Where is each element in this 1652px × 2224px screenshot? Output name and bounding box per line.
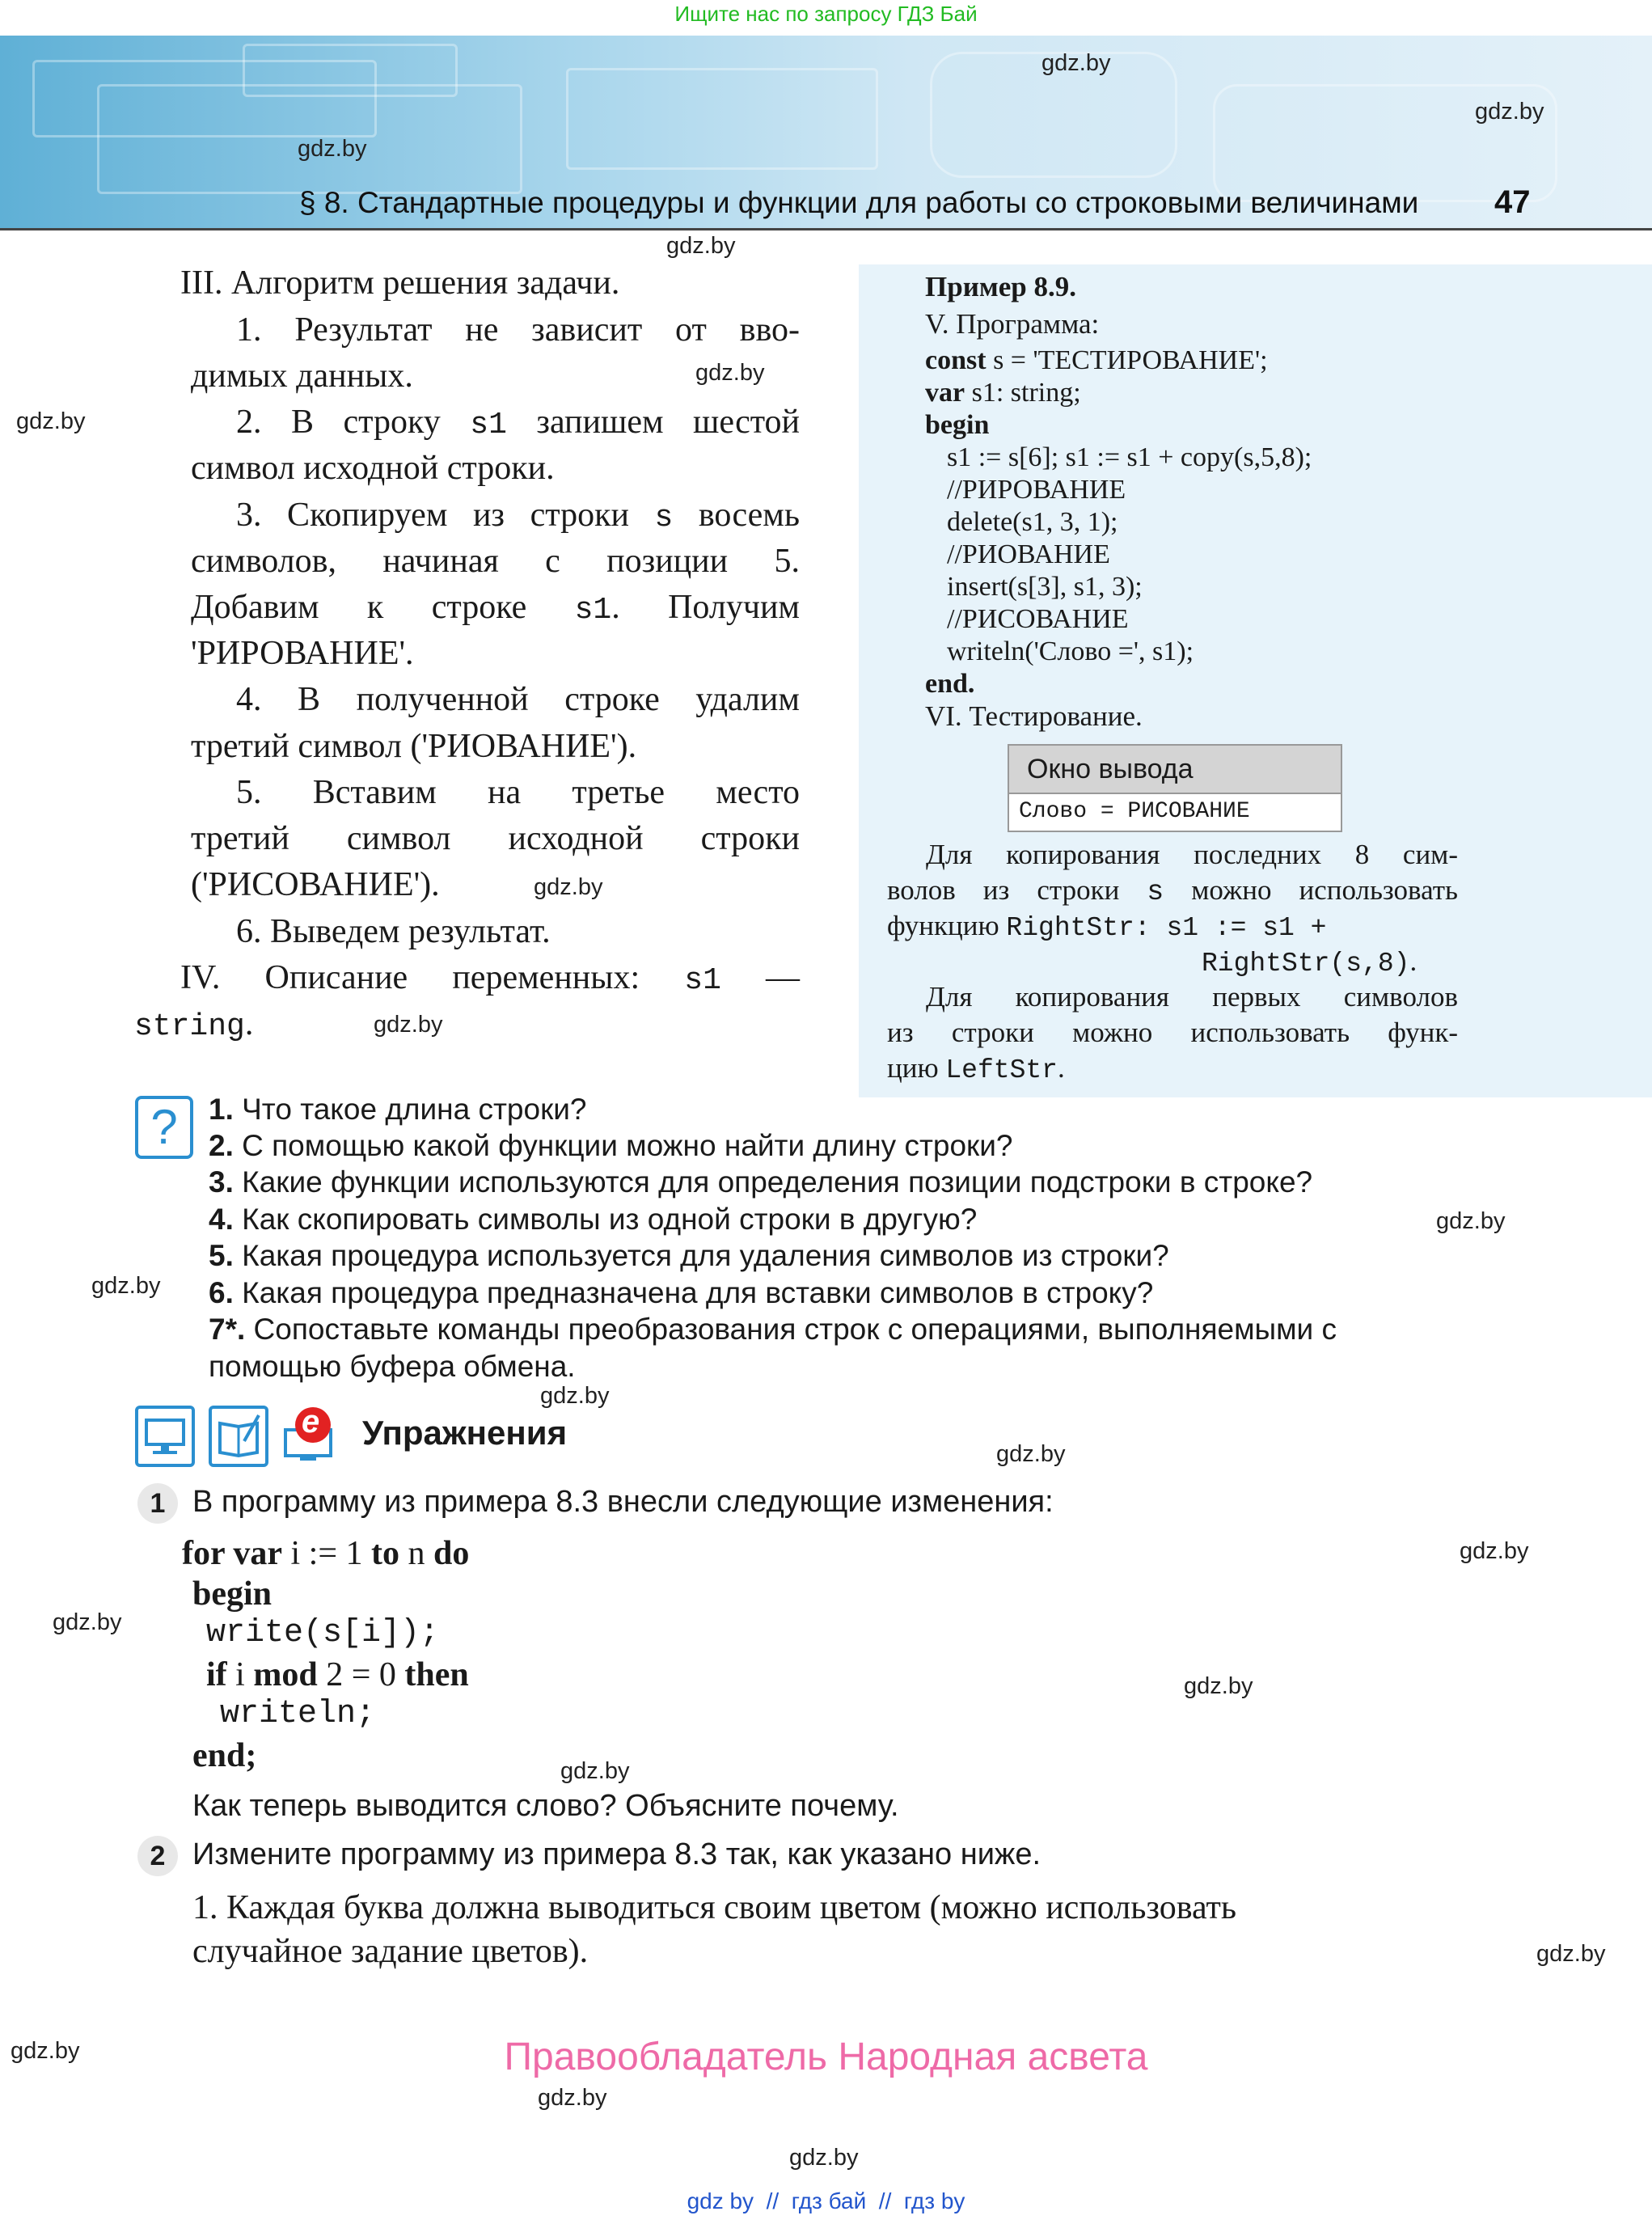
- exercise-1-text: В программу из примера 8.3 внесли следующие изменения:: [192, 1485, 1054, 1519]
- code-comment: //РИОВАНИЕ: [947, 539, 1110, 569]
- output-window-title: Окно вывода: [1009, 746, 1341, 794]
- note-leftstr: Для копирования первых символов: [926, 981, 1458, 1013]
- question-item: 2. С помощью какой функции можно найти длину строки?: [209, 1129, 1013, 1162]
- example-title: Пример 8.9.: [925, 271, 1076, 302]
- watermark: gdz.by: [1536, 1941, 1606, 1967]
- note-rightstr-code: RightStr(s,8).: [1202, 945, 1418, 979]
- exercise-2-text: Измените программу из примера 8.3 так, как указано ниже.: [192, 1837, 1041, 1871]
- code-line: delete(s1, 3, 1);: [947, 507, 1118, 537]
- exercise-code-line: end;: [192, 1737, 257, 1774]
- note-rightstr-cont: волов из строки s можно использовать: [887, 874, 1458, 908]
- watermark: gdz.by: [666, 233, 736, 259]
- exercise-2-item-1: 1. Каждая буква должна выводиться своим цветом (можно использовать: [192, 1889, 1237, 1926]
- watermark: gdz.by: [538, 2085, 607, 2111]
- watermark: gdz.by: [374, 1012, 443, 1038]
- watermark: gdz.by: [560, 1758, 630, 1784]
- question-item: 6. Какая процедура предназначена для вставки символов в строку?: [209, 1276, 1154, 1309]
- code-line-end: end.: [925, 669, 975, 699]
- variables-description: IV. Описание переменных: s1 —: [180, 959, 800, 998]
- watermark: gdz.by: [91, 1273, 161, 1299]
- question-icon: ?: [135, 1096, 193, 1159]
- question-item: 4. Как скопировать символы из одной строки в другую?: [209, 1203, 978, 1236]
- step-2-cont: символ исходной строки.: [191, 450, 555, 487]
- note-leftstr-cont: из строки можно использовать функ-: [887, 1017, 1458, 1048]
- running-head: § 8. Стандартные процедуры и функции для работы со строковыми величинами: [299, 186, 1419, 219]
- exercises-heading: Упражнения: [362, 1414, 568, 1452]
- note-leftstr-cont2: цию LeftStr.: [887, 1052, 1065, 1085]
- step-5: 5. Вставим на третье место: [236, 774, 800, 811]
- exercise-code-line: begin: [192, 1575, 273, 1613]
- exercise-code-line: writeln;: [220, 1696, 376, 1732]
- question-item-cont: помощью буфера обмена.: [209, 1350, 576, 1383]
- step-5-result: ('РИСОВАНИЕ').: [191, 866, 440, 903]
- program-label: V. Программа:: [925, 308, 1100, 340]
- watermark: gdz.by: [1475, 99, 1544, 125]
- exercise-code-line: write(s[i]);: [206, 1615, 440, 1651]
- step-3-cont: символов, начиная с позиции 5.: [191, 543, 800, 580]
- code-line-begin: begin: [925, 410, 990, 440]
- exercise-1-question: Как теперь выводится слово? Объясните почему.: [192, 1789, 899, 1823]
- e-resource-icon: e: [282, 1406, 336, 1461]
- note-rightstr: Для копирования последних 8 сим-: [926, 839, 1458, 870]
- exercise-code-line: for var i := 1 to n do: [182, 1535, 470, 1572]
- exercise-code-line: if i mod 2 = 0 then: [206, 1656, 469, 1693]
- watermark: gdz.by: [540, 1383, 610, 1409]
- output-window-text: Слово = РИСОВАНИЕ: [1019, 799, 1250, 824]
- header-rule: [0, 228, 1652, 230]
- note-rightstr-cont2: функцию RightStr: s1 := s1 +: [887, 910, 1327, 943]
- code-line: writeln('Слово =', s1);: [947, 636, 1194, 666]
- code-line-const: const s = 'ТЕСТИРОВАНИЕ';: [925, 345, 1268, 375]
- question-item: 1. Что такое длина строки?: [209, 1093, 587, 1126]
- footer-links[interactable]: gdz by // гдз бай // гдз by: [687, 2188, 965, 2213]
- notebook-icon: [209, 1406, 268, 1467]
- watermark: gdz.by: [996, 1441, 1066, 1467]
- watermark: gdz.by: [695, 360, 765, 386]
- step-1-cont: димых данных.: [191, 357, 413, 395]
- algorithm-heading: III. Алгоритм решения задачи.: [180, 264, 620, 302]
- step-2: 2. В строку s1 запишем шестой: [236, 404, 800, 442]
- step-4: 4. В полученной строке удалим: [236, 681, 800, 718]
- testing-label: VI. Тестирование.: [925, 700, 1143, 732]
- step-4-cont: третий символ ('РИОВАНИЕ').: [191, 728, 637, 765]
- watermark: gdz.by: [789, 2145, 859, 2171]
- exercise-number: 1: [137, 1483, 178, 1524]
- watermark: gdz.by: [534, 874, 603, 900]
- code-line: s1 := s[6]; s1 := s1 + copy(s,5,8);: [947, 442, 1312, 472]
- step-5-cont: третий символ исходной строки: [191, 820, 800, 857]
- variables-description-cont: string.: [134, 1005, 254, 1044]
- watermark: gdz.by: [1460, 1538, 1529, 1564]
- question-item: 5. Какая процедура используется для удаления символов из строки?: [209, 1239, 1169, 1272]
- step-3: 3. Скопируем из строки s восемь: [236, 497, 800, 535]
- code-line-var: var s1: string;: [925, 378, 1081, 408]
- question-item: 3. Какие функции используются для определения позиции подстроки в строке?: [209, 1165, 1313, 1199]
- output-window: [1008, 744, 1342, 832]
- watermark: gdz.by: [1184, 1673, 1253, 1699]
- step-6: 6. Выведем результат.: [236, 913, 551, 950]
- code-comment: //РИСОВАНИЕ: [947, 604, 1129, 634]
- page-number: 47: [1494, 184, 1531, 220]
- exercise-number: 2: [137, 1836, 178, 1876]
- watermark: gdz.by: [1041, 50, 1111, 76]
- watermark: gdz.by: [16, 408, 86, 434]
- watermark: gdz.by: [53, 1609, 122, 1635]
- code-line: insert(s[3], s1, 3);: [947, 572, 1143, 602]
- step-3-cont2: Добавим к строке s1. Получим: [191, 589, 800, 628]
- step-3-result: 'РИРОВАНИЕ'.: [191, 635, 414, 672]
- code-comment: //РИРОВАНИЕ: [947, 475, 1126, 505]
- top-search-link[interactable]: Ищите нас по запросу ГДЗ Бай: [674, 2, 978, 26]
- exercise-2-item-1-cont: случайное задание цветов).: [192, 1933, 589, 1970]
- copyright-holder: Правообладатель Народная асвета: [504, 2036, 1148, 2078]
- watermark: gdz.by: [298, 136, 367, 162]
- question-item: 7*. Сопоставьте команды преобразования строк с операциями, выполняемыми с: [209, 1313, 1337, 1346]
- computer-icon: [135, 1406, 195, 1467]
- watermark: gdz.by: [11, 2038, 80, 2064]
- watermark: gdz.by: [1436, 1208, 1506, 1234]
- step-1: 1. Результат не зависит от вво-: [236, 311, 800, 349]
